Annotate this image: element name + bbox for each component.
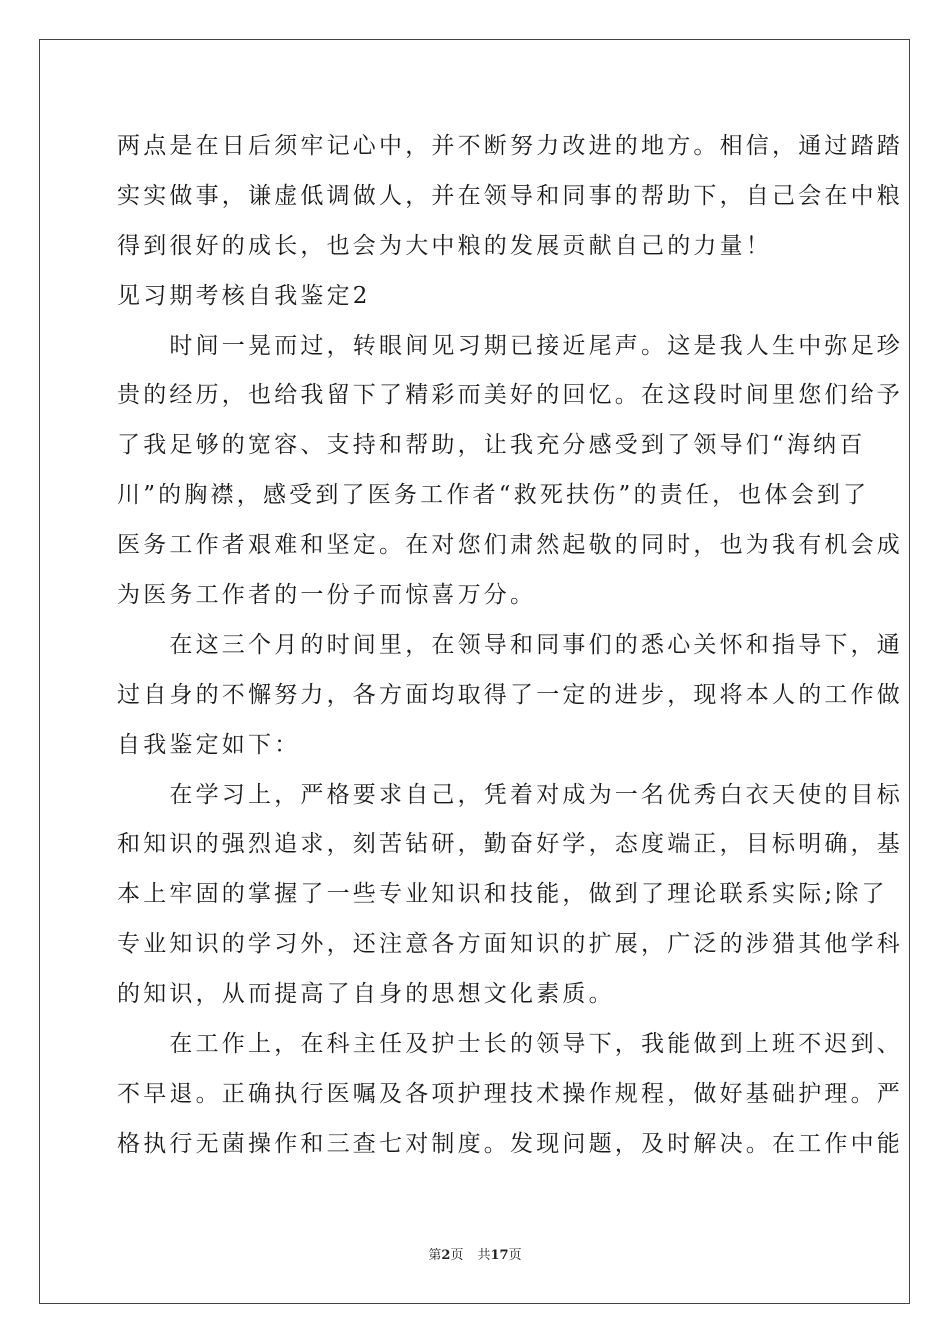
text-line: 格执行无菌操作和三查七对制度。发现问题，及时解决。在工作中能: [117, 1130, 903, 1157]
text-line: 为医务工作者的一份子而惊喜万分。: [117, 582, 537, 609]
text-line: 专业知识的学习外，还注意各方面知识的扩展，广泛的涉猎其他学科: [117, 931, 903, 958]
text-line: 了我足够的宽容、支持和帮助，让我充分感受到了领导们“海纳百: [117, 432, 866, 459]
footer-page-prefix: 第: [428, 1248, 442, 1263]
text-line: 得到很好的成长，也会为大中粮的发展贡献自己的力量！: [117, 232, 772, 259]
document-body: [117, 126, 903, 1174]
text-line: 实实做事，谦虚低调做人，并在领导和同事的帮助下，自己会在中粮: [117, 182, 903, 209]
text-line: 在这三个月的时间里，在领导和同事们的悉心关怀和指导下，通: [117, 631, 903, 658]
text-line: 的知识，从而提高了自身的思想文化素质。: [117, 981, 615, 1008]
text-line: 自我鉴定如下：: [117, 731, 301, 758]
footer-total-suffix: 页: [508, 1248, 522, 1263]
text-line: 在工作上，在科主任及护士长的领导下，我能做到上班不迟到、: [117, 1031, 903, 1058]
footer-page-number: 2: [441, 1248, 451, 1263]
footer-page-suffix: 页: [450, 1248, 464, 1263]
text-line: 过自身的不懈努力，各方面均取得了一定的进步，现将本人的工作做: [117, 681, 903, 708]
text-line: 时间一晃而过，转眼间见习期已接近尾声。这是我人生中弥足珍: [117, 332, 903, 359]
footer-total-pages: 17: [490, 1248, 509, 1263]
text-line: 在学习上，严格要求自己，凭着对成为一名优秀白衣天使的目标: [117, 781, 903, 808]
footer-total-prefix: 共: [477, 1248, 491, 1263]
text-line: 本上牢固的掌握了一些专业知识和技能，做到了理论联系实际;除了: [117, 881, 888, 908]
text-line: 医务工作者艰难和坚定。在对您们肃然起敬的同时，也为我有机会成: [117, 532, 903, 559]
text-line: 川”的胸襟，感受到了医务工作者“救死扶伤”的责任，也体会到了: [117, 482, 870, 509]
text-line: 两点是在日后须牢记心中，并不断努力改进的地方。相信，通过踏踏: [117, 133, 903, 159]
section-heading: 见习期考核自我鉴定2: [117, 282, 371, 309]
page-footer: [0, 1246, 950, 1266]
text-line: 贵的经历，也给我留下了精彩而美好的回忆。在这段时间里您们给予: [117, 382, 903, 409]
text-line: 和知识的强烈追求，刻苦钻研，勤奋好学，态度端正，目标明确，基: [117, 831, 903, 858]
text-line: 不早退。正确执行医嘱及各项护理技术操作规程，做好基础护理。严: [117, 1080, 903, 1107]
